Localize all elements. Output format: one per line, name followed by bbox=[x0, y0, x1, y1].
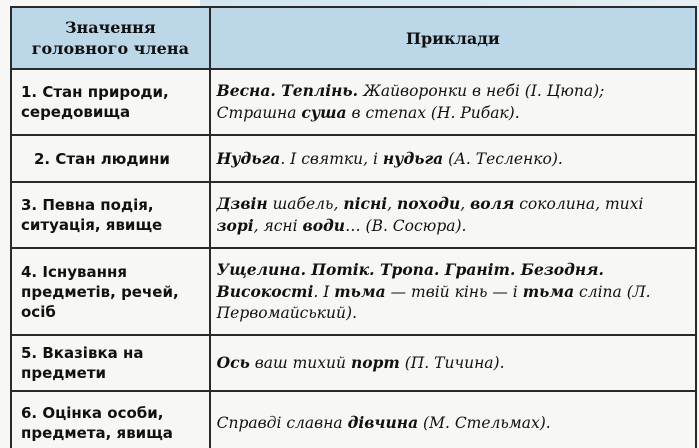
row-example bbox=[210, 69, 696, 135]
example-text: ваш тихий bbox=[249, 354, 351, 372]
row-meaning: 5. Вказівка на предмети bbox=[11, 335, 210, 391]
example-text: (А. Тесленко). bbox=[443, 149, 563, 168]
table-row bbox=[11, 69, 696, 135]
example-text: Справді славна bbox=[216, 414, 348, 432]
row-example bbox=[210, 335, 696, 391]
row-example bbox=[210, 248, 696, 335]
example-keyword: Весна bbox=[216, 81, 271, 100]
example-keyword: Нудьга bbox=[216, 148, 281, 168]
example-text: шабель, bbox=[267, 195, 344, 213]
example-text: (П. Тичина). bbox=[399, 354, 505, 372]
example-keyword: Дзвін bbox=[216, 194, 268, 213]
header-meaning: Значення головного члена bbox=[11, 7, 210, 69]
example-text: , bbox=[460, 195, 471, 213]
table-row bbox=[11, 391, 696, 448]
example-keyword: воля bbox=[470, 194, 515, 213]
row-meaning: 6. Оцінка особи, предмета, явища bbox=[11, 391, 210, 448]
row-meaning: 3. Певна подія, ситуація, явище bbox=[11, 182, 210, 248]
example-keyword: тьма bbox=[334, 282, 386, 301]
example-keyword: води bbox=[302, 216, 346, 235]
row-meaning: 1. Стан природи, середовища bbox=[11, 69, 210, 135]
row-meaning: 4. Існування предметів, речей, осіб bbox=[11, 248, 210, 335]
header-examples: Приклади bbox=[210, 7, 696, 69]
row-example bbox=[210, 135, 696, 182]
example-text: соколина, тихі bbox=[514, 195, 649, 213]
example-text: . І bbox=[313, 283, 335, 301]
example-keyword: пісні bbox=[343, 194, 388, 213]
row-example bbox=[210, 391, 696, 448]
example-keyword: Ущелина. Потік. Тропа. Граніт. Безодня. Високості bbox=[216, 260, 610, 301]
example-text: — твій кінь — і bbox=[385, 283, 523, 301]
example-keyword: зорі bbox=[216, 216, 254, 235]
table-row bbox=[11, 335, 696, 391]
table-row bbox=[11, 248, 696, 335]
example-keyword: суша bbox=[301, 103, 347, 122]
example-text: в степах (Н. Рибак). bbox=[346, 104, 520, 122]
example-keyword: дівчина bbox=[347, 413, 419, 432]
example-keyword: нудьга bbox=[382, 148, 444, 168]
example-keyword: порт bbox=[350, 353, 400, 372]
example-keyword: тьма bbox=[522, 282, 575, 301]
example-text: … (В. Сосюра). bbox=[345, 217, 467, 235]
example-text: сліпа (Л. Первомайський). bbox=[216, 283, 656, 322]
table-header-row bbox=[11, 7, 696, 69]
grammar-table bbox=[10, 6, 697, 448]
example-text: , ясні bbox=[253, 217, 303, 235]
example-keyword: Теплінь bbox=[281, 81, 353, 100]
example-text: . І святки, і bbox=[280, 149, 383, 168]
example-text: (М. Стельмах). bbox=[418, 414, 551, 432]
row-meaning: 2. Стан людини bbox=[11, 135, 210, 182]
example-text: Жайворонки в небі (І. Цюпа); Страшна bbox=[216, 82, 610, 122]
example-keyword: Ось bbox=[216, 353, 250, 372]
table-row bbox=[11, 182, 696, 248]
example-keyword: . bbox=[352, 81, 364, 100]
row-example bbox=[210, 182, 696, 248]
table-row bbox=[11, 135, 696, 182]
example-text: , bbox=[387, 195, 397, 213]
example-keyword: походи bbox=[397, 194, 461, 213]
example-keyword: . bbox=[270, 81, 282, 100]
